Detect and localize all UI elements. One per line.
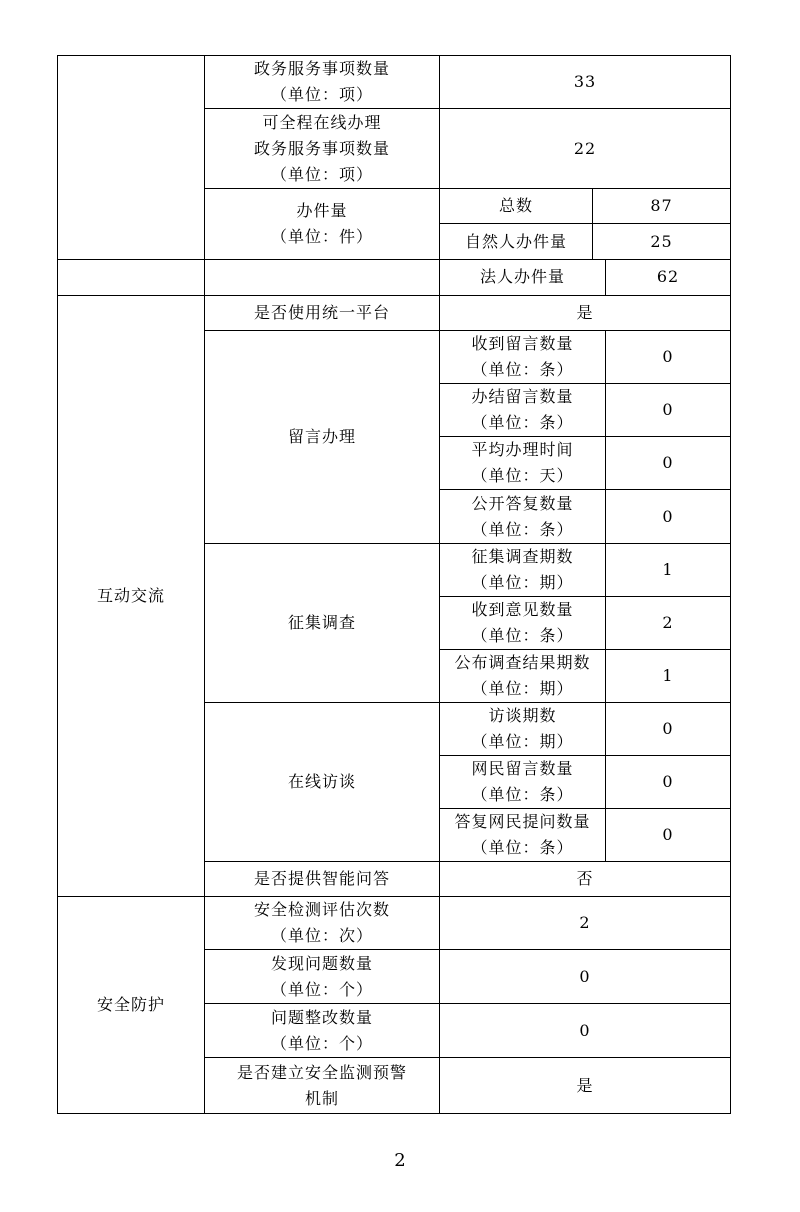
row-value: 0 bbox=[440, 950, 731, 1004]
interaction-table bbox=[57, 295, 731, 897]
statistics-table-main bbox=[57, 259, 731, 296]
sub-value: 0 bbox=[606, 809, 731, 862]
row-label: 安全检测评估次数 （单位：次） bbox=[205, 897, 440, 950]
sub-value: 62 bbox=[606, 259, 731, 295]
row-label: 是否提供智能问答 bbox=[205, 862, 440, 897]
sub-label: 平均办理时间 （单位：天） bbox=[440, 437, 606, 490]
sub-value: 0 bbox=[606, 703, 731, 756]
sub-label: 法人办件量 bbox=[440, 259, 606, 295]
row-value: 是 bbox=[440, 1058, 731, 1114]
row-value: 22 bbox=[440, 109, 731, 189]
sub-label: 收到意见数量 （单位：条） bbox=[440, 597, 606, 650]
sub-value: 87 bbox=[593, 189, 731, 224]
sub-value: 25 bbox=[593, 224, 731, 260]
row-value: 2 bbox=[440, 897, 731, 950]
table-row bbox=[58, 259, 731, 295]
group-label: 办件量 （单位：件） bbox=[205, 189, 440, 260]
row-value: 否 bbox=[440, 862, 731, 897]
sub-label: 公布调查结果期数 （单位：期） bbox=[440, 650, 606, 703]
sub-value: 0 bbox=[606, 384, 731, 437]
sub-value: 1 bbox=[606, 650, 731, 703]
sub-label: 自然人办件量 bbox=[440, 224, 593, 260]
group-label: 留言办理 bbox=[205, 331, 440, 544]
sub-value: 2 bbox=[606, 597, 731, 650]
security-table bbox=[57, 896, 731, 1114]
group-label: 征集调查 bbox=[205, 544, 440, 703]
sub-label: 收到留言数量 （单位：条） bbox=[440, 331, 606, 384]
table-row bbox=[58, 56, 731, 109]
sub-value: 0 bbox=[606, 437, 731, 490]
row-label: 是否建立安全监测预警 机制 bbox=[205, 1058, 440, 1114]
table-row bbox=[58, 897, 731, 950]
group-label: 在线访谈 bbox=[205, 703, 440, 862]
row-label: 问题整改数量 （单位：个） bbox=[205, 1004, 440, 1058]
sub-label: 公开答复数量 （单位：条） bbox=[440, 490, 606, 544]
row-label: 可全程在线办理 政务服务事项数量 （单位：项） bbox=[205, 109, 440, 189]
statistics-table bbox=[57, 55, 731, 260]
table-row bbox=[58, 296, 731, 331]
category-label: 互动交流 bbox=[58, 296, 205, 897]
sub-label: 办结留言数量 （单位：条） bbox=[440, 384, 606, 437]
row-value: 0 bbox=[440, 1004, 731, 1058]
page-number: 2 bbox=[394, 1150, 406, 1171]
sub-label: 征集调查期数 （单位：期） bbox=[440, 544, 606, 597]
sub-value: 0 bbox=[606, 756, 731, 809]
category-label: 安全防护 bbox=[58, 897, 205, 1114]
row-label: 发现问题数量 （单位：个） bbox=[205, 950, 440, 1004]
category-cell-blank bbox=[58, 56, 205, 260]
row-value: 是 bbox=[440, 296, 731, 331]
sub-label: 答复网民提问数量 （单位：条） bbox=[440, 809, 606, 862]
sub-label: 访谈期数 （单位：期） bbox=[440, 703, 606, 756]
sub-label: 总数 bbox=[440, 189, 593, 224]
sub-value: 1 bbox=[606, 544, 731, 597]
row-label: 政务服务事项数量 （单位：项） bbox=[205, 56, 440, 109]
sub-value: 0 bbox=[606, 331, 731, 384]
row-value: 33 bbox=[440, 56, 731, 109]
sub-value: 0 bbox=[606, 490, 731, 544]
sub-label: 网民留言数量 （单位：条） bbox=[440, 756, 606, 809]
row-label: 是否使用统一平台 bbox=[205, 296, 440, 331]
